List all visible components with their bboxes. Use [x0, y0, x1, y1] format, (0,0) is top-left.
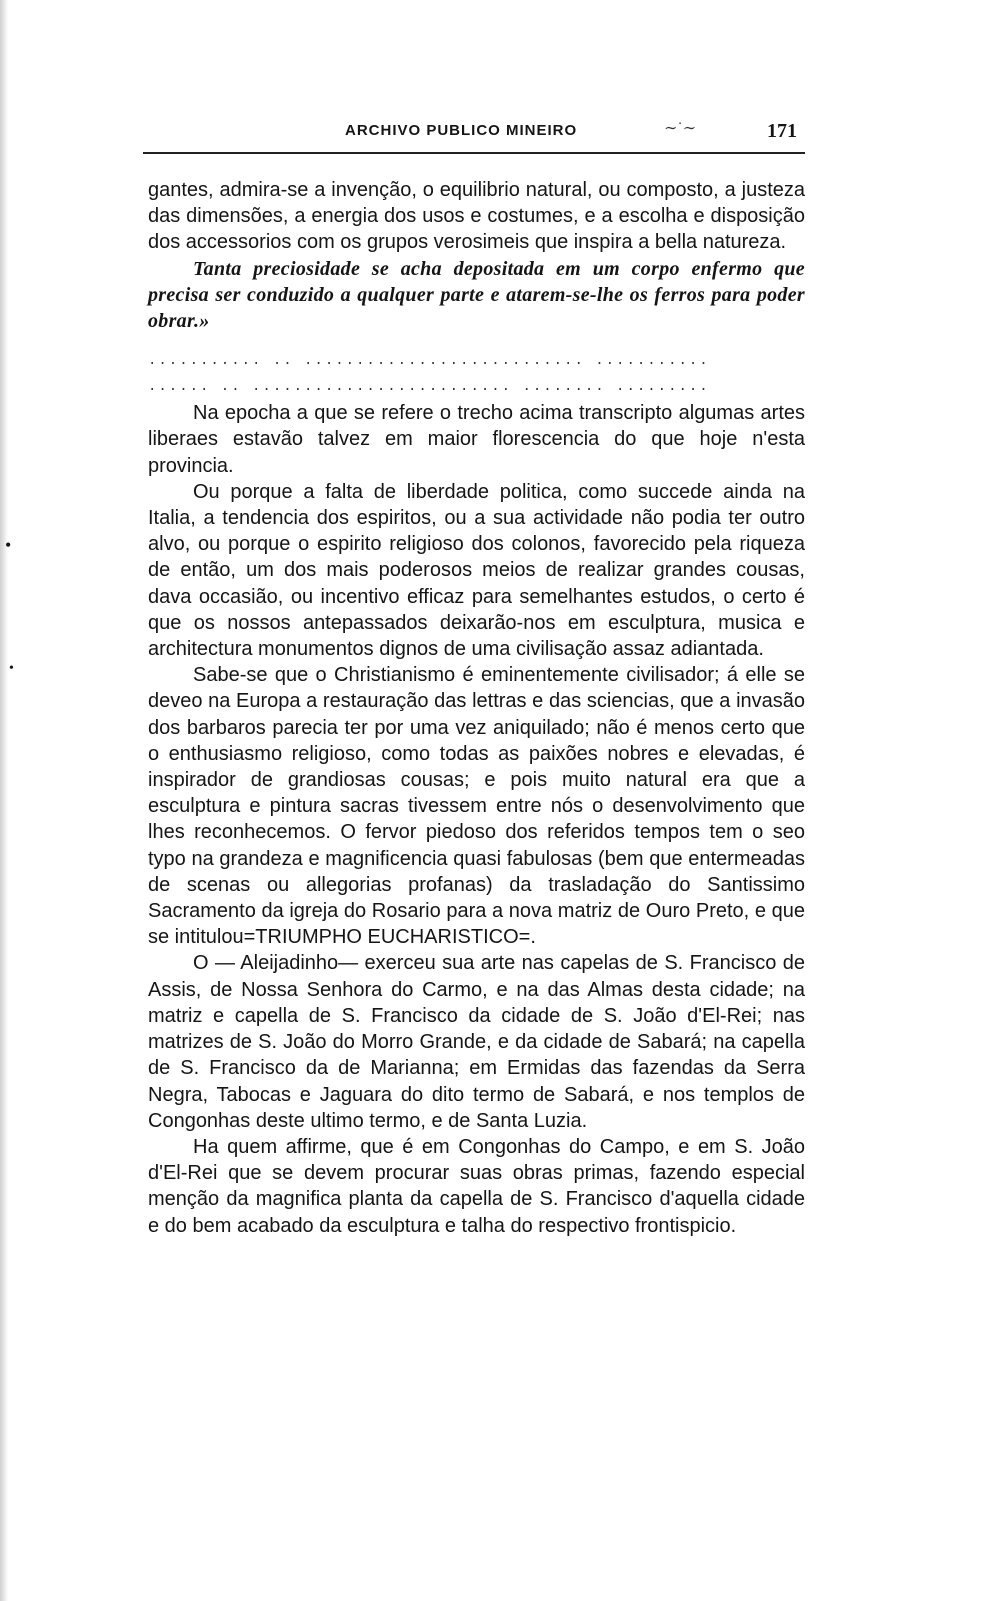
- paragraph: Na epocha a que se refere o trecho acima transcripto algumas artes liberaes estavão talvez em maior florescencia do que hoje n'esta provincia.: [148, 402, 805, 477]
- ornament-icon: ∼˙∼: [664, 120, 697, 137]
- ellipsis-line: ........... .. ........................... ...........: [148, 353, 710, 370]
- ellipsis-line: ...... .. ......................... ........ .........: [148, 379, 710, 396]
- paragraph: gantes, admira-se a invenção, o equilibrio natural, ou composto, a justeza das dimensões, a energia dos usos e costumes, e a escolha e disposição dos accessorios com os grupos verosimeis que inspira a bella natureza.: [148, 179, 805, 254]
- margin-mark: •: [5, 535, 12, 555]
- quote-paragraph: Tanta preciosidade se acha depositada em um corpo enfermo que precisa ser conduzido a qualquer parte e atarem-se-lhe os ferros para poder obrar.»: [148, 257, 805, 333]
- body-text: [148, 177, 805, 1239]
- header-rule: [143, 152, 805, 154]
- paragraph: Ha quem affirme, que é em Congonhas do Campo, e em S. João d'El-Rei que se devem procurar suas obras primas, fazendo especial menção da magnifica planta da capella de S. Francisco d'aquella cidade e do bem acabado da esculptura e talha do respectivo frontispicio.: [148, 1135, 805, 1237]
- page-header: [150, 118, 805, 148]
- page-edge-shadow: [0, 0, 8, 1601]
- paragraph: Ou porque a falta de liberdade politica, como succede ainda na Italia, a tendencia dos espiritos, ou a sua actividade não podia ter outro alvo, ou porque o espirito religioso dos colonos, favorecido pela riqueza de então, um dos mais poderosos meios de realizar grandes cousas, dava occasião, ou incentivo efficaz para semelhantes estudos, o certo é que os nossos antepassados deixarão-nos em esculptura, musica e architectura monumentos dignos de uma civilisação assaz adiantada.: [148, 480, 805, 661]
- paragraph: O — Aleijadinho— exerceu sua arte nas capelas de S. Francisco de Assis, de Nossa Senhora do Carmo, e na das Almas desta cidade; na matriz e capella de S. Francisco da cidade de S. João d'El-Rei; nas matrizes de S. João do Morro Grande, e da cidade de Sabará; na capella de S. Francisco da de Marianna; em Ermidas das fazendas da Serra Negra, Tabocas e Jaguara do dito termo de Sabará, e nos templos de Congonhas deste ultimo termo, e de Santa Luzia.: [148, 952, 805, 1132]
- running-title: ARCHIVO PUBLICO MINEIRO: [345, 122, 578, 139]
- paragraph: Sabe-se que o Christianismo é eminentemente civilisador; á elle se deveo na Europa a restauração das lettras e das sciencias, que a invasão dos barbaros parecia ter por uma vez aniquilado; não é menos certo que o enthusiasmo religioso, como todas as paixões nobres e elevadas, é inspirador de grandiosas cousas; e pois muito natural era que a esculptura e pintura sacras tivessem entre nós o desenvolvimento que lhes reconhecemos. O fervor piedoso dos referidos tempos tem o seo typo na grandeza e magnificencia quasi fabulosas (bem que entermeadas de scenas ou allegorias profanas) da trasladação do Santissimo Sacramento da igreja do Rosario para a nova matriz de Ouro Preto, e que se intitulou=TRIUMPHO EUCHARISTICO=.: [148, 664, 805, 949]
- page-number: 171: [767, 120, 797, 142]
- margin-mark: •: [9, 661, 14, 676]
